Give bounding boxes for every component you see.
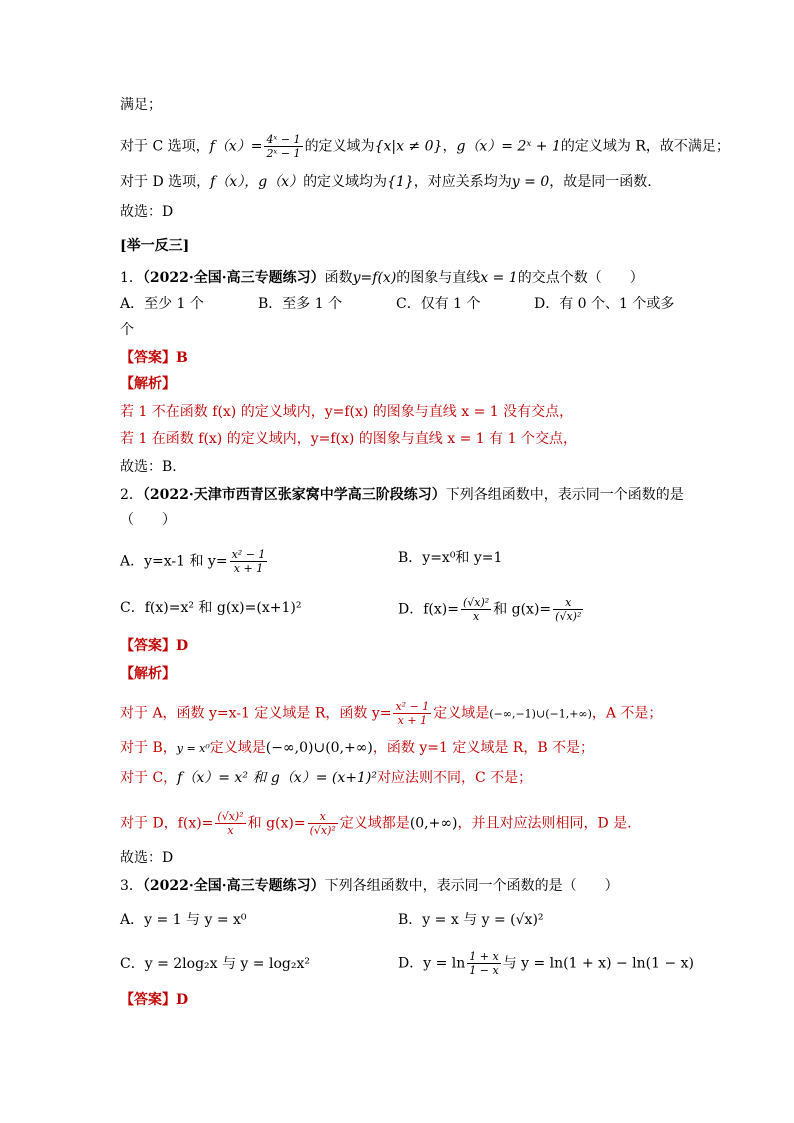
answer-label: 【答案】D — [120, 638, 189, 654]
question-source: （2022·全国·高三专题练习） — [142, 878, 325, 894]
text: ，并且对应法则相同，D 是. — [457, 815, 632, 832]
question-source: （2022·全国·高三专题练习） — [142, 270, 325, 286]
text: 定义域是 — [433, 705, 490, 722]
fraction — [215, 810, 245, 837]
text: 函数 — [324, 270, 353, 286]
text: 的交点个数（ ） — [517, 270, 644, 286]
text: 下列各组函数中，表示同一个函数的是（ ） — [324, 878, 619, 894]
text: A．y=x-1 和 y= — [120, 553, 228, 570]
option-c: C．y = 2log₂x 与 y = log₂x² — [120, 956, 310, 972]
option-c: C．仅有 1 个 — [396, 296, 481, 312]
formula: (−∞,0)∪(0,+∞) — [265, 740, 373, 756]
numerator: (√x)² — [217, 810, 244, 823]
question-3-stem — [120, 876, 619, 896]
text: 对于 B， — [120, 740, 177, 756]
option-d — [398, 950, 694, 977]
denominator: x — [472, 610, 480, 623]
text: 的图象与直线 — [396, 270, 481, 286]
denominator: x + 1 — [397, 714, 428, 727]
option-a: A．y = 1 与 y = x⁰ — [120, 912, 247, 928]
text: 定义域是 — [209, 740, 266, 756]
text: 的定义域为 R，故不满足； — [560, 138, 730, 155]
formula: {x|x ≠ 0} — [374, 138, 443, 155]
text: ，函数 y=1 定义域是 R，B 不是； — [372, 740, 595, 756]
numerator: x — [553, 596, 583, 610]
text: 对于 C， — [120, 770, 178, 786]
fraction — [467, 950, 500, 977]
option-c: C．f(x)=x² 和 g(x)=(x+1)² — [120, 600, 302, 616]
text: 与 y = ln(1 + x) − ln(1 − x) — [502, 955, 695, 972]
text: 和 g(x)= — [247, 815, 306, 832]
text-line: 满足； — [120, 97, 162, 113]
analysis-line — [120, 810, 632, 837]
formula: f（x）= — [209, 138, 263, 155]
analysis-line: 故选：D — [120, 850, 174, 866]
text: 定义域都是 — [339, 815, 410, 832]
numerator: x² − 1 — [231, 548, 266, 561]
option-a: A．至少 1 个 — [120, 296, 204, 312]
formula: (−∞,−1)∪(−1,+∞) — [489, 707, 592, 721]
question-1-stem — [120, 268, 644, 288]
text: 对于 C 选项， — [120, 138, 210, 155]
text: 的定义域为 — [304, 138, 375, 155]
text: 和 g(x)= — [493, 601, 552, 618]
numerator: 4ˣ − 1 — [266, 133, 301, 146]
formula: y=f(x) — [352, 270, 397, 286]
question-2-stem-bracket: （ ） — [120, 512, 176, 528]
formula: y = x⁰ — [176, 742, 210, 755]
analysis-line: 若 1 在函数 f(x) 的定义域内，y=f(x) 的图象与直线 x = 1 有 1 个交点， — [120, 431, 577, 447]
text: 对于 D 选项， — [120, 174, 211, 190]
text: 对于 A，函数 y=x-1 定义域是 R，函数 y= — [120, 705, 392, 722]
question-number: 3． — [120, 878, 143, 894]
text: 对于 D，f(x)= — [120, 815, 214, 832]
text-line — [120, 133, 730, 160]
text: ， — [442, 138, 457, 155]
fraction — [393, 700, 431, 727]
text: 下列各组函数中，表示同一个函数的是 — [445, 487, 684, 503]
analysis-line — [120, 768, 532, 788]
option-d: D．有 0 个、1 个或多 — [534, 296, 675, 312]
denominator: (√x)² — [309, 824, 336, 837]
option-d-continued: 个 — [120, 322, 134, 338]
formula: x = 1 — [480, 270, 518, 286]
text: ，对应关系均为 — [413, 174, 512, 190]
text: 对应法则不同，C 不是； — [376, 770, 533, 786]
option-b: B．至多 1 个 — [258, 296, 343, 312]
analysis-label: 【解析】 — [120, 376, 176, 392]
formula: y = 0 — [511, 174, 550, 190]
formula: (0,+∞) — [409, 815, 458, 832]
fraction — [553, 596, 583, 623]
formula: f（x）= x² 和 g（x）= (x+1)² — [177, 770, 377, 786]
analysis-line — [120, 738, 594, 759]
question-source: （2022·天津市西青区张家窝中学高三阶段练习） — [142, 487, 446, 503]
numerator: x² − 1 — [395, 700, 430, 713]
answer-label: 【答案】B — [120, 350, 188, 366]
option-a — [120, 548, 269, 575]
analysis-line — [120, 700, 662, 727]
option-b: B．y = x 与 y = (√x)² — [398, 912, 544, 928]
text: D．y = ln — [398, 955, 466, 972]
question-number: 1． — [120, 270, 143, 286]
numerator: 1 + x — [469, 950, 499, 963]
text-line — [120, 172, 652, 192]
formula: f（x），g（x） — [210, 174, 304, 190]
text: 的定义域均为 — [303, 174, 388, 190]
formula: g（x）= 2ˣ + 1 — [456, 138, 561, 155]
numerator: (√x)² — [462, 596, 490, 609]
denominator: x — [227, 824, 234, 837]
fraction — [461, 596, 491, 623]
denominator: x + 1 — [233, 562, 264, 575]
section-heading: [举一反三] — [120, 238, 190, 254]
question-number: 2． — [120, 487, 143, 503]
fraction — [230, 548, 268, 575]
option-d — [398, 596, 585, 623]
text: ，故是同一函数. — [549, 174, 652, 190]
analysis-label: 【解析】 — [120, 666, 176, 682]
text: ，A 不是； — [591, 705, 663, 722]
question-2-stem — [120, 485, 684, 505]
fraction — [308, 810, 338, 837]
fraction — [264, 133, 302, 160]
denominator: 2ˣ − 1 — [266, 147, 301, 160]
numerator: x — [308, 810, 338, 824]
text-line: 故选：D — [120, 204, 174, 220]
analysis-line: 故选：B. — [120, 459, 177, 475]
option-b: B．y=x⁰和 y=1 — [398, 550, 503, 566]
analysis-line: 若 1 不在函数 f(x) 的定义域内，y=f(x) 的图象与直线 x = 1 没有交点， — [120, 404, 574, 420]
denominator: 1 − x — [469, 964, 499, 977]
denominator: (√x)² — [555, 610, 582, 623]
text: D．f(x)= — [398, 601, 459, 618]
formula: {1} — [387, 174, 414, 190]
answer-label: 【答案】D — [120, 992, 189, 1008]
